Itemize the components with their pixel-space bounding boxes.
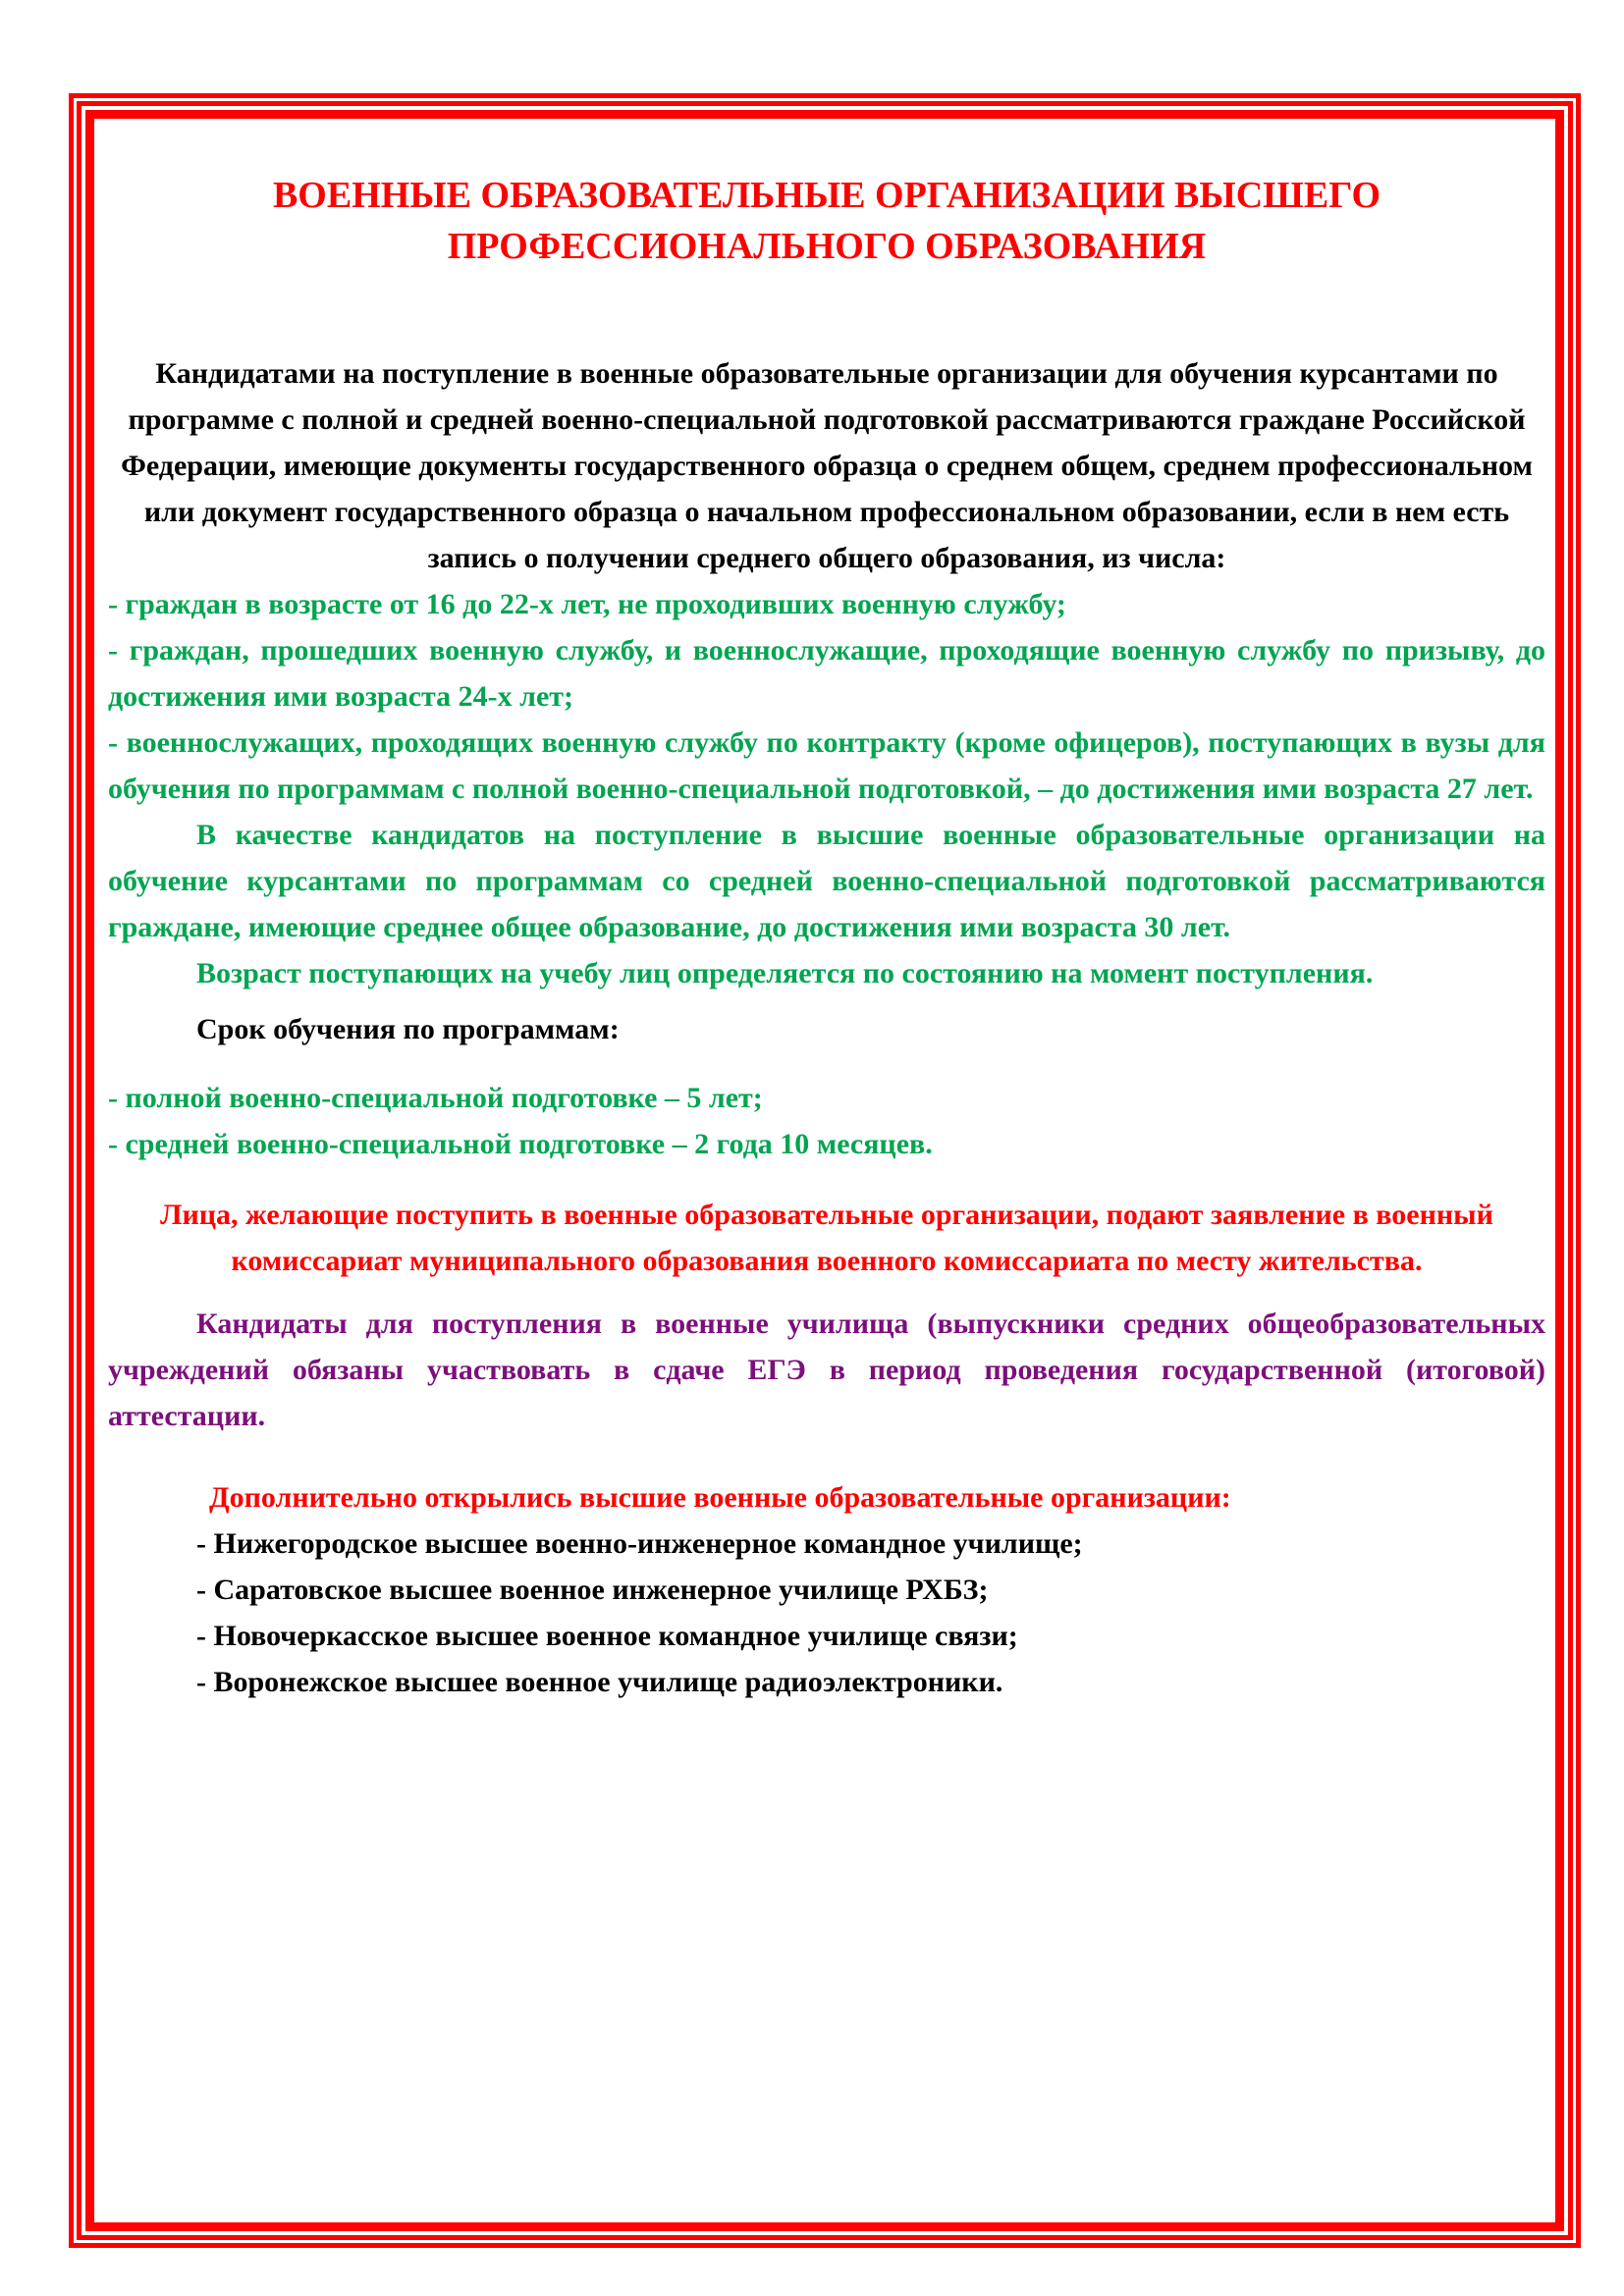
additional-item-2: - Саратовское высшее военное инженерное училище РХБЗ; [196, 1574, 989, 1606]
page-border-middle [77, 101, 1573, 2240]
additional-organizations [108, 1474, 1545, 1705]
intro-paragraph: Кандидатами на поступление в военные образовательные организации для обучения курсантами по программе с полной и средней военно-специальной подготовкой рассматриваются граждане Российской Федерации, имеющие документы государственного образца о среднем общем, среднем профессиональном или документ государственного образца о начальном профессиональном образовании, если в нем есть запись о получении среднего общего образования, из числа: [121, 357, 1533, 574]
paragraph-age-30: В качестве кандидатов на поступление в высшие военные образовательные организации на обучение курсантами по программам со средней военно-специальной подготовкой рассматриваются граждане, имеющие среднее общее образование, до достижения ими возраста 30 лет. [108, 819, 1545, 943]
duration-item-1: - полной военно-специальной подготовке – 5 лет; [108, 1082, 763, 1114]
eligibility-item-2: - граждан, прошедших военную службу, и военнослужащие, проходящие военную службу по призыву, до достижения ими возраста 24-х лет; [108, 634, 1545, 713]
additional-item-4: - Воронежское высшее военное училище радиоэлектроники. [196, 1666, 1003, 1698]
duration-heading: Срок обучения по программам: [196, 1013, 620, 1045]
duration-items [108, 1075, 1545, 1167]
ege-note: Кандидаты для поступления в военные училища (выпускники средних общеобразовательных учреждений обязаны участвовать в сдаче ЕГЭ в период проведения государственной (итоговой) аттестации. [108, 1308, 1545, 1432]
eligibility-item-1: - граждан в возрасте от 16 до 22-х лет, не проходивших военную службу; [108, 588, 1066, 620]
additional-heading: Дополнительно открылись высшие военные образовательные организации: [209, 1481, 1231, 1514]
page-title: ВОЕННЫЕ ОБРАЗОВАТЕЛЬНЫЕ ОРГАНИЗАЦИИ ВЫСШЕГО ПРОФЕССИОНАЛЬНОГО ОБРАЗОВАНИЯ [272, 175, 1381, 267]
page-border-outer [69, 93, 1581, 2248]
duration-item-2: - средней военно-специальной подготовке – 2 года 10 месяцев. [108, 1128, 933, 1160]
paragraph-age-moment: Возраст поступающих на учебу лиц определяется по состоянию на момент поступления. [196, 957, 1374, 989]
additional-item-1: - Нижегородское высшее военно-инженерное командное училище; [196, 1527, 1083, 1560]
document-content [94, 170, 1555, 1705]
application-note: Лица, желающие поступить в военные образовательные организации, подают заявление в военный комиссариат муниципального образования военного комиссариата по месту жительства. [160, 1199, 1493, 1277]
page-border-inner [85, 110, 1564, 2231]
eligibility-item-3: - военнослужащих, проходящих военную службу по контракту (кроме офицеров), поступающих в вузы для обучения по программам с полной военно-специальной подготовкой, – до достижения ими возраста 27 лет. [108, 726, 1545, 805]
additional-item-3: - Новочеркасское высшее военное командное училище связи; [196, 1620, 1018, 1652]
